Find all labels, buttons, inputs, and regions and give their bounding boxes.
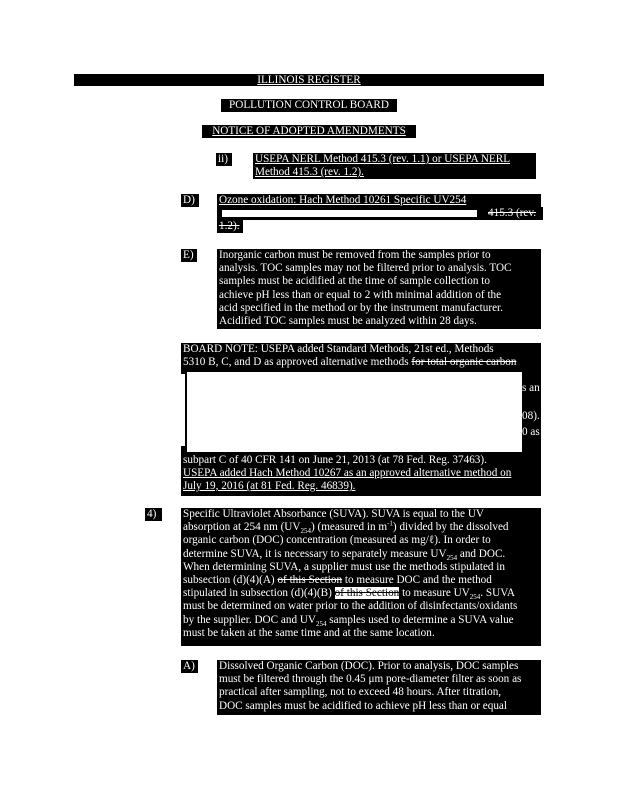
- board-note-redaction: [187, 372, 522, 452]
- board-note-line2: [183, 356, 516, 369]
- header-notice: NOTICE OF ADOPTED AMENDMENTS: [212, 125, 406, 137]
- item-4-line: determine SUVA, it is necessary to separately measure $UV_{254}$ and DOC.: [183, 547, 506, 562]
- board-note-hach-line1: USEPA added Hach Method 10267 as an approved alternative method on: [183, 467, 512, 479]
- board-note-hach-line2: July 19, 2016 (at 81 Fed. Reg. 46839).: [183, 480, 356, 492]
- item-e-label: E): [181, 249, 197, 262]
- item-a-label: A): [181, 660, 198, 673]
- board-note-redaction-edge: [181, 374, 185, 446]
- item-4-line: by the supplier. DOC and $UV_{254}$ samples used to determine a SUVA value: [183, 613, 514, 628]
- item-e-line: acid specified in the method or by the instrument manufacturer.: [219, 301, 503, 314]
- item-a-paragraph: [217, 660, 541, 715]
- item-d-line1-text: Ozone oxidation: Hach Method 10261 Specific UV254: [219, 194, 467, 206]
- board-note-fragment-a: s an: [522, 382, 540, 394]
- item-ii-line2: Method 415.3 (rev. 1.2).: [255, 166, 364, 179]
- item-d-line3: [217, 220, 243, 233]
- item-4-line: stipulated in subsection (d)(4)(B) of this Section to measure $UV_{254}$. SUVA: [183, 587, 515, 602]
- item-4-line: Specific Ultraviolet Absorbance (SUVA). SUVA is equal to the UV: [183, 508, 484, 520]
- board-note-fragment-b: 08).: [522, 410, 540, 422]
- header-register: ILLINOIS REGISTER: [257, 74, 361, 86]
- item-d-line2-tail: 415.3 (rev.: [488, 207, 537, 219]
- item-4-line: absorption at 254 nm $(UV_{254})$ (measured in $m^{-1}$) divided by the dissolved: [183, 519, 509, 536]
- board-note-struck-text: for total organic carbon: [411, 356, 517, 368]
- item-a-line: Dissolved Organic Carbon (DOC). Prior to analysis, DOC samples: [219, 660, 519, 672]
- item-e-line: samples must be acidified at the time of sample collection to: [219, 275, 490, 288]
- item-d-label: D): [181, 194, 199, 207]
- item-e-line: Inorganic carbon must be removed from the samples prior to: [219, 249, 491, 261]
- board-note-line2-text: 5310 B, C, and D as approved alternative methods: [183, 356, 412, 368]
- item-d-line1: [217, 194, 541, 207]
- item-4-line: subsection (d)(4)(A) of this Section to measure DOC and the method: [183, 574, 492, 587]
- item-4-paragraph: [181, 508, 541, 646]
- item-4-line: When determining SUVA, a supplier must use the methods stipulated in: [183, 560, 506, 573]
- header-board: POLLUTION CONTROL BOARD: [229, 99, 389, 111]
- item-ii-text: [253, 153, 536, 179]
- board-note-line1: BOARD NOTE: USEPA added Standard Methods, 21st ed., Methods: [183, 343, 494, 355]
- item-4-line: must be taken at the same time and at the same location.: [183, 626, 435, 639]
- item-4-label: 4): [145, 508, 162, 521]
- item-4-line: organic carbon (DOC) concentration (measured as mg/ℓ). In order to: [183, 534, 491, 547]
- item-a-line: practical after sampling, not to exceed 48 hours. After titration,: [219, 686, 502, 699]
- board-note-subpart: subpart C of 40 CFR 141 on June 21, 2013 (at 78 Fed. Reg. 37463).: [183, 454, 487, 466]
- item-ii-line1: USEPA NERL Method 415.3 (rev. 1.1) or USEPA NERL: [255, 153, 511, 165]
- item-e-paragraph: [217, 249, 541, 329]
- item-d-line3-text: 1.2).: [219, 220, 240, 232]
- item-e-line: achieve pH less than or equal to 2 with minimal addition of the: [219, 288, 502, 301]
- item-e-line: analysis. TOC samples may not be filtered prior to analysis. TOC: [219, 262, 512, 275]
- board-note-fragment-c: 0 as: [522, 426, 540, 438]
- item-4-line: must be determined on water prior to the addition of disinfectants/oxidants: [183, 600, 518, 613]
- item-d-redaction: [222, 210, 477, 217]
- item-a-line: must be filtered through the 0.45 μm pore-diameter filter as soon as: [219, 673, 522, 686]
- item-ii-label: ii): [216, 153, 232, 166]
- item-e-line: Acidified TOC samples must be analyzed within 28 days.: [219, 315, 477, 328]
- item-a-line: DOC samples must be acidified to achieve pH less than or equal: [219, 699, 508, 712]
